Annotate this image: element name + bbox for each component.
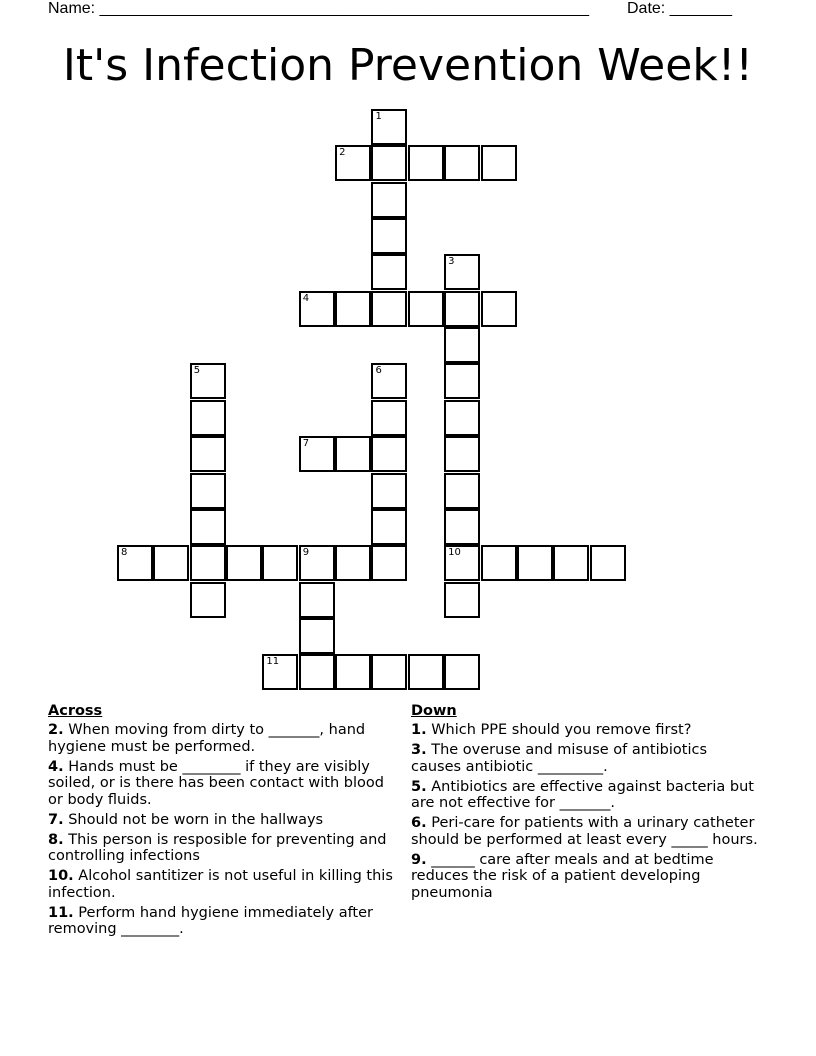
across-clue-list	[48, 722, 400, 938]
clue-number: 5	[193, 365, 201, 377]
crossword-cell[interactable]	[335, 145, 371, 181]
across-heading: Across	[48, 703, 103, 719]
crossword-cell[interactable]	[444, 582, 480, 618]
down-clue-list	[411, 722, 761, 901]
down-heading: Down	[411, 703, 457, 719]
crossword-cell[interactable]	[444, 400, 480, 436]
crossword-cell[interactable]	[335, 654, 371, 690]
date-field[interactable]: Date: _______	[627, 0, 732, 17]
crossword-cell[interactable]	[190, 545, 226, 581]
clue-text: Antibiotics are effective against bacteria but are not effective for _______.	[411, 778, 754, 811]
clue-number: 5.	[411, 778, 427, 795]
clue-item	[411, 779, 761, 812]
crossword-cell[interactable]	[371, 218, 407, 254]
clue-item	[411, 815, 761, 848]
page-title: It's Infection Prevention Week!!	[62, 40, 754, 91]
clue-number: 4.	[48, 758, 64, 775]
crossword-cell[interactable]	[590, 545, 626, 581]
clue-number: 1.	[411, 722, 427, 738]
crossword-cell[interactable]	[481, 291, 517, 327]
crossword-cell[interactable]	[226, 545, 262, 581]
clue-number: 9.	[411, 851, 427, 868]
crossword-cell[interactable]	[371, 145, 407, 181]
clue-text: Perform hand hygiene immediately after removing ________.	[48, 904, 373, 937]
clue-text: Which PPE should you remove first?	[426, 722, 692, 738]
crossword-cell[interactable]	[371, 436, 407, 472]
clue-item	[48, 812, 400, 829]
crossword-cell[interactable]	[371, 545, 407, 581]
clue-number: 1	[375, 111, 382, 122]
clue-item	[48, 722, 400, 755]
crossword-cell[interactable]	[444, 291, 480, 327]
crossword-cell[interactable]	[190, 582, 226, 618]
crossword-cell[interactable]	[299, 436, 335, 472]
crossword-cell[interactable]	[481, 545, 517, 581]
clue-text: ______ care after meals and at bedtime reduces the risk of a patient developing pneumonia	[411, 851, 714, 901]
clue-item	[411, 742, 761, 775]
clue-text: The overuse and misuse of antibiotics causes antibiotic _________.	[411, 742, 707, 775]
clue-number: 3	[448, 256, 455, 268]
down-clues	[411, 702, 761, 905]
crossword-cell[interactable]	[444, 545, 480, 581]
crossword-cell[interactable]	[153, 545, 189, 581]
crossword-cell[interactable]	[371, 109, 407, 145]
crossword-cell[interactable]	[335, 291, 371, 327]
crossword-cell[interactable]	[299, 545, 335, 581]
crossword-cell[interactable]	[444, 327, 480, 363]
clue-number: 4	[302, 292, 310, 304]
crossword-cell[interactable]	[299, 618, 335, 654]
crossword-cell[interactable]	[190, 363, 226, 399]
clue-text: This person is resposible for preventing and controlling infections	[48, 831, 387, 864]
crossword-cell[interactable]	[444, 654, 480, 690]
clue-number: 9	[302, 547, 310, 559]
crossword-cell[interactable]	[444, 473, 480, 509]
clue-item	[48, 759, 400, 809]
crossword-cell[interactable]	[444, 363, 480, 399]
crossword-cell[interactable]	[190, 400, 226, 436]
crossword-cell[interactable]	[444, 436, 480, 472]
clue-number: 8	[121, 547, 128, 559]
crossword-cell[interactable]	[262, 654, 298, 690]
crossword-cell[interactable]	[335, 545, 371, 581]
crossword-cell[interactable]	[481, 145, 517, 181]
clue-number: 8.	[48, 831, 64, 848]
crossword-cell[interactable]	[408, 291, 444, 327]
across-clues	[48, 702, 400, 941]
clue-text: Should not be worn in the hallways	[63, 811, 324, 828]
crossword-cell[interactable]	[371, 473, 407, 509]
crossword-cell[interactable]	[444, 145, 480, 181]
clue-text: Peri-care for patients with a urinary catheter should be performed at least every _____ hours.	[411, 815, 758, 848]
crossword-cell[interactable]	[190, 473, 226, 509]
crossword-cell[interactable]	[371, 654, 407, 690]
clue-item	[48, 832, 400, 865]
crossword-cell[interactable]	[371, 400, 407, 436]
crossword-cell[interactable]	[408, 145, 444, 181]
clue-number: 10.	[48, 868, 74, 884]
clue-item	[411, 722, 761, 739]
crossword-cell[interactable]	[408, 654, 444, 690]
crossword-cell[interactable]	[371, 291, 407, 327]
clue-number: 6	[375, 365, 382, 377]
crossword-cell[interactable]	[371, 254, 407, 290]
crossword-cell[interactable]	[299, 291, 335, 327]
clue-number: 7	[302, 438, 310, 450]
clue-text: When moving from dirty to _______, hand hygiene must be performed.	[48, 722, 366, 755]
clue-text: Alcohol santitizer is not useful in killing this infection.	[48, 868, 393, 901]
crossword-cell[interactable]	[444, 509, 480, 545]
crossword-cell[interactable]	[117, 545, 153, 581]
crossword-cell[interactable]	[553, 545, 589, 581]
clue-item	[48, 868, 400, 901]
crossword-cell[interactable]	[190, 436, 226, 472]
crossword-cell[interactable]	[299, 582, 335, 618]
name-field[interactable]: Name: _______________________________________________________	[48, 0, 589, 17]
clue-item	[411, 852, 761, 902]
clue-number: 6.	[411, 815, 427, 831]
clue-number: 7.	[48, 811, 64, 828]
crossword-cell[interactable]	[335, 436, 371, 472]
clue-number: 2	[339, 147, 346, 159]
clue-item	[48, 905, 400, 938]
crossword-cell[interactable]	[371, 363, 407, 399]
clue-number: 11	[266, 656, 280, 668]
clue-text: Hands must be ________ if they are visibly soiled, or is there has been contact with blood or body fluids.	[48, 758, 384, 808]
crossword-cell[interactable]	[190, 509, 226, 545]
clue-number: 3.	[411, 742, 427, 758]
crossword-cell[interactable]	[262, 545, 298, 581]
crossword-cell[interactable]	[299, 654, 335, 690]
clue-number: 10	[448, 547, 461, 559]
crossword-cell[interactable]	[444, 254, 480, 290]
crossword-cell[interactable]	[371, 182, 407, 218]
crossword-cell[interactable]	[517, 545, 553, 581]
clue-number: 11.	[48, 904, 74, 921]
crossword-cell[interactable]	[371, 509, 407, 545]
clue-number: 2.	[48, 722, 64, 738]
